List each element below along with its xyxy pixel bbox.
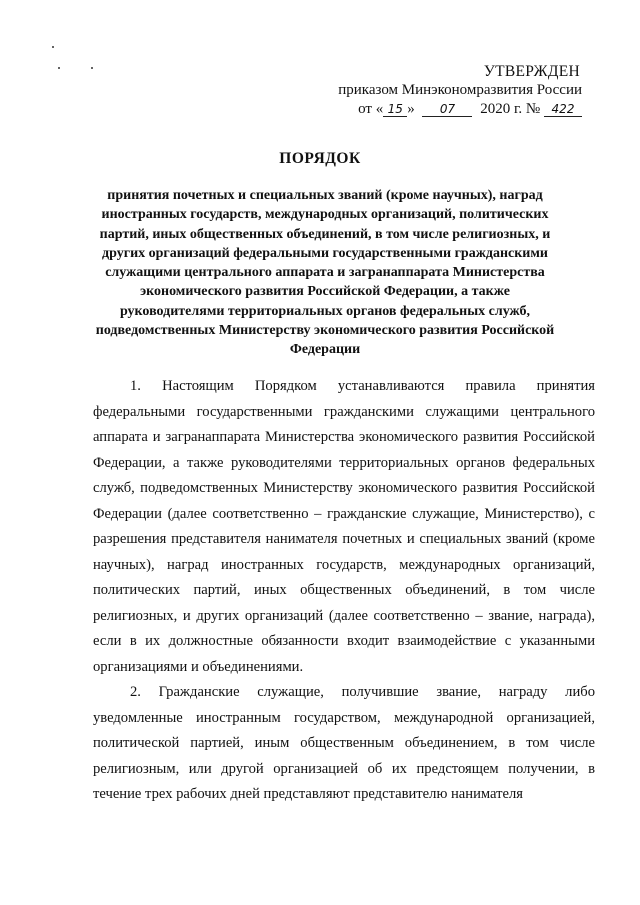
paragraph: 1. Настоящим Порядком устанавливаются правила принятия федеральными государственными гражданскими служащими центрального аппарата и загранаппарата Министерства экономического развития Российской Федерации, а также руководителями территориальных органов федеральных служб, подведомственных Министерству экономического развития Российской Федерации (далее соответственно – гражданские служащие, Министерство), с разрешения представителя нанимателя почетных и специальных званий (кроме научных), наград иностранных государств, международных организаций, политических партий, иных общественных объединений, в том числе религиозных, и других организаций (далее соответственно – звание, награда), если в их должностные обязанности входит взаимодействие с указанными организациями и объединениями. [93, 378, 595, 675]
handwritten-day: 15 [383, 102, 407, 117]
handwritten-order-number: 422 [544, 102, 582, 117]
approval-date-line [338, 100, 582, 119]
approval-stamp [338, 62, 582, 119]
document-subtitle: принятия почетных и специальных званий (кроме научных), наград иностранных государств, международных организаций, политических партий, иных общественных объединений, в том числе религиозных, и других организаций федеральными государственными гражданскими служащими центрального аппарата и загранаппарата Министерства экономического развития Российской Федерации, а также руководителями территориальных органов федеральных служб, подведомственных Министерству экономического развития Российской Федерации [95, 188, 555, 358]
date-year-text: 2020 г. № [480, 101, 541, 117]
date-day-suffix: » [407, 101, 415, 117]
approval-title: УТВЕРЖДЕН [483, 63, 580, 80]
scan-speck [91, 67, 93, 69]
scan-speck [52, 46, 54, 48]
date-prefix: от « [358, 101, 384, 117]
paragraph: 2. Гражданские служащие, получившие звание, награду либо уведомленные иностранным государством, международной организацией, политической партией, иным общественным объединением, в том числе религиозным, или другой организацией об их предстоящем получении, в течение трех рабочих дней представляют представителю нанимателя [93, 684, 595, 802]
handwritten-month: 07 [422, 102, 472, 117]
document-heading: ПОРЯДОК [279, 150, 361, 167]
document-body [93, 374, 595, 808]
approval-order-line: приказом Минэкономразвития России [338, 82, 582, 98]
scan-speck [58, 67, 60, 69]
